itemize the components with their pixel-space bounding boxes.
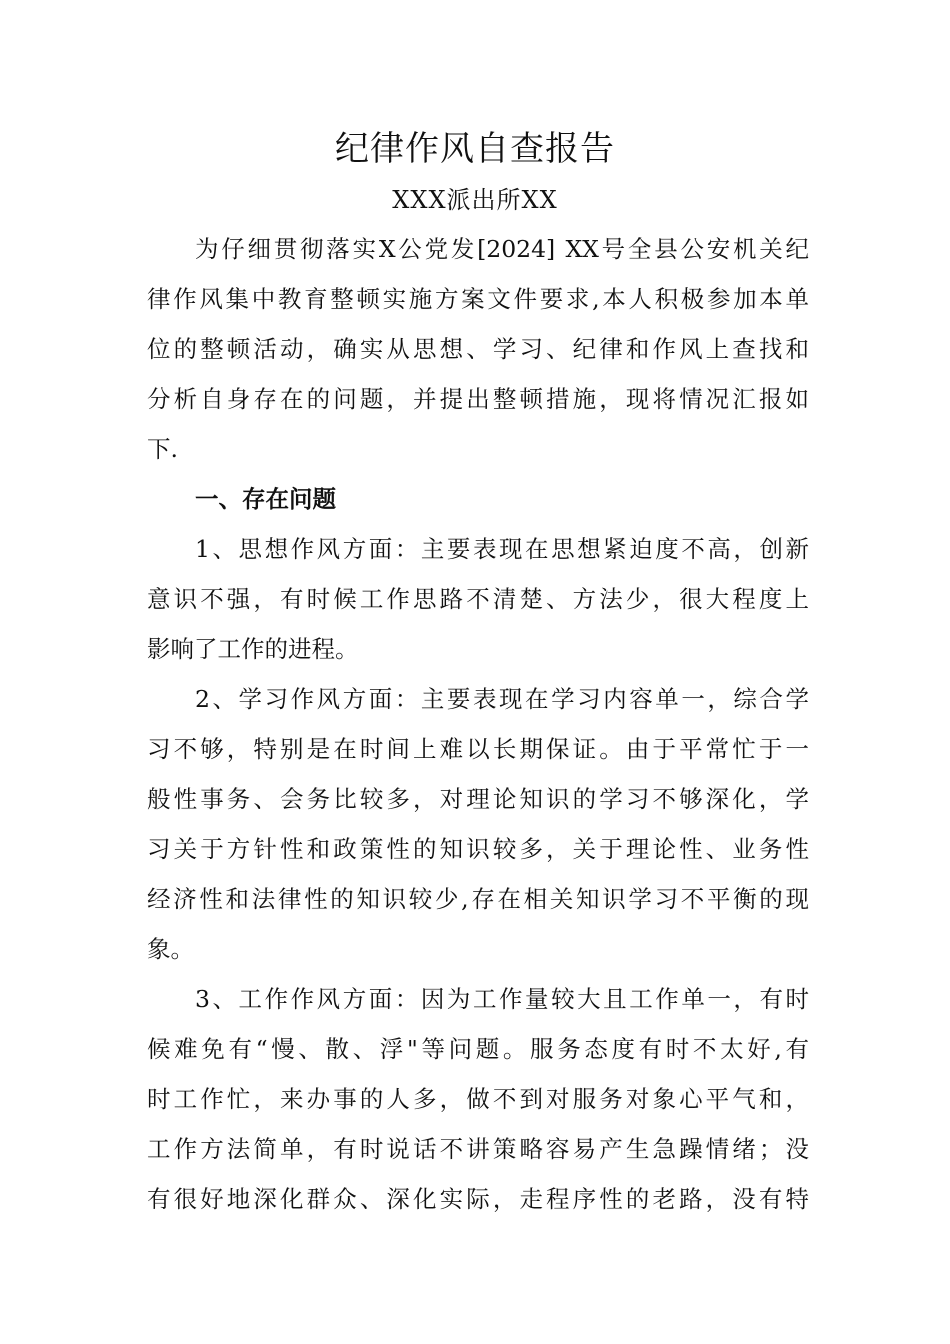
paragraph-line: 为仔细贯彻落实X公党发[2024] XX号全县公安机关纪 bbox=[195, 235, 809, 263]
document-subtitle: XXX派出所XX bbox=[392, 186, 558, 214]
paragraph-item-2 bbox=[147, 674, 809, 974]
paragraph-line: 习不够，特别是在时间上难以长期保证。由于平常忙于一 bbox=[147, 735, 809, 763]
paragraph-line: 2、学习作风方面：主要表现在学习内容单一，综合学 bbox=[195, 685, 809, 713]
paragraph-line: 影响了工作的进程。 bbox=[147, 635, 359, 663]
paragraph-line: 般性事务、会务比较多，对理论知识的学习不够深化，学 bbox=[147, 785, 809, 813]
paragraph-line: 候难免有“慢、散、浮"等问题。服务态度有时不太好,有 bbox=[147, 1035, 809, 1063]
section-heading: 一、存在问题 bbox=[195, 485, 336, 513]
document-title: 纪律作风自查报告 bbox=[335, 129, 615, 169]
paragraph-intro bbox=[147, 224, 809, 474]
paragraph-line: 象。 bbox=[147, 935, 194, 963]
paragraph-line: 有很好地深化群众、深化实际，走程序性的老路，没有特 bbox=[147, 1185, 809, 1213]
paragraph-line: 位的整顿活动，确实从思想、学习、纪律和作风上查找和 bbox=[147, 335, 809, 363]
paragraph-line: 习关于方针性和政策性的知识较多，关于理论性、业务性 bbox=[147, 835, 809, 863]
paragraph-line: 分析自身存在的问题，并提出整顿措施，现将情况汇报如 bbox=[147, 385, 809, 413]
paragraph-item-1 bbox=[147, 524, 809, 674]
paragraph-line: 工作方法简单，有时说话不讲策略容易产生急躁情绪；没 bbox=[147, 1135, 809, 1163]
paragraph-line: 时工作忙，来办事的人多，做不到对服务对象心平气和， bbox=[147, 1085, 809, 1113]
paragraph-line: 律作风集中教育整顿实施方案文件要求,本人积极参加本单 bbox=[147, 285, 809, 313]
paragraph-line: 1、思想作风方面：主要表现在思想紧迫度不高，创新 bbox=[195, 535, 809, 563]
paragraph-line: 经济性和法律性的知识较少,存在相关知识学习不平衡的现 bbox=[147, 885, 809, 913]
paragraph-item-3 bbox=[147, 974, 809, 1224]
paragraph-line: 3、工作作风方面：因为工作量较大且工作单一，有时 bbox=[195, 985, 809, 1013]
document-body bbox=[147, 224, 809, 1224]
paragraph-line: 下. bbox=[147, 435, 178, 463]
paragraph-line: 意识不强，有时候工作思路不清楚、方法少，很大程度上 bbox=[147, 585, 809, 613]
